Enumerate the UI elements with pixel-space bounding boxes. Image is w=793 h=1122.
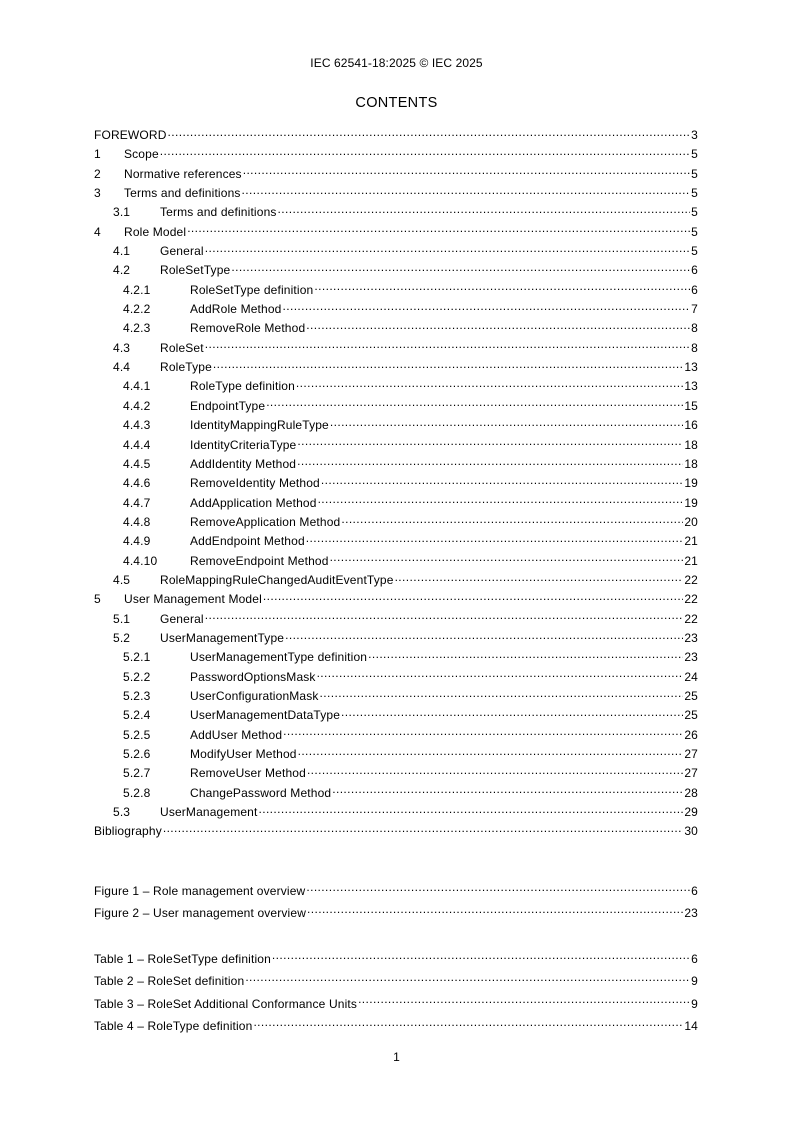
toc-entry-page: 5 xyxy=(691,224,698,239)
toc-entry-page: 5 xyxy=(691,166,698,181)
toc-entry-page: 21 xyxy=(684,534,698,549)
toc-entry[interactable] xyxy=(94,339,698,358)
running-header: IEC 62541-18:2025 © IEC 2025 xyxy=(310,56,483,70)
toc-entry-page: 27 xyxy=(684,766,698,781)
toc-entry[interactable] xyxy=(94,126,698,145)
toc-entry[interactable] xyxy=(94,745,698,764)
toc-entry-page: 24 xyxy=(684,669,698,684)
toc-entry-number: 3.1 xyxy=(113,205,131,220)
toc-entry-label: AddEndpoint Method xyxy=(190,534,305,549)
toc-entry-label: RemoveApplication Method xyxy=(190,514,341,529)
toc-entry-number: 4.4.3 xyxy=(123,418,151,433)
toc-entry-number: 4.4.8 xyxy=(123,514,151,529)
toc-entry[interactable] xyxy=(94,629,698,648)
toc-entry-label: Scope xyxy=(124,147,159,162)
toc-entry-page: 23 xyxy=(684,650,698,665)
toc-entry-label: RemoveIdentity Method xyxy=(190,476,320,491)
toc-entry[interactable] xyxy=(94,416,698,435)
toc-entry-number: 5.2.1 xyxy=(123,650,151,665)
toc-entry[interactable] xyxy=(94,300,698,319)
toc-entry-label: RoleMappingRuleChangedAuditEventType xyxy=(160,572,394,587)
toc-entry[interactable] xyxy=(94,436,698,455)
toc-entry[interactable] xyxy=(94,494,698,513)
toc-entry-page: 3 xyxy=(691,128,698,142)
toc-entry-page: 23 xyxy=(684,630,698,645)
toc-entry-page: 22 xyxy=(684,572,698,587)
list-of-tables xyxy=(94,948,698,1037)
toc-entry[interactable] xyxy=(94,223,698,242)
page-number: 1 xyxy=(393,1050,400,1064)
toc-entry-page: 26 xyxy=(684,727,698,742)
toc-entry[interactable] xyxy=(94,610,698,629)
toc-entry-page: 8 xyxy=(691,321,698,336)
toc-entry[interactable] xyxy=(94,513,698,532)
figure-entry-label: Figure 2 – User management overview xyxy=(94,906,307,921)
toc-entry-page: 13 xyxy=(684,360,698,375)
toc-entry-page: 16 xyxy=(684,418,698,433)
toc-entry-number: 4.4.5 xyxy=(123,456,151,471)
toc-entry-page: 5 xyxy=(691,186,698,201)
toc-entry-number: 4.2.3 xyxy=(123,321,151,336)
toc-entry[interactable] xyxy=(94,803,698,822)
toc-entry-number: 4.4.2 xyxy=(123,398,151,413)
toc-entry[interactable] xyxy=(94,203,698,222)
toc-entry-number: 4.4.9 xyxy=(123,534,151,549)
toc-entry-page: 19 xyxy=(684,495,698,510)
toc-entry-label: IdentityMappingRuleType xyxy=(190,418,329,433)
table-entry[interactable] xyxy=(94,1015,698,1037)
toc-entry[interactable] xyxy=(94,281,698,300)
toc-entry-number: 3 xyxy=(94,186,101,201)
toc-entry[interactable] xyxy=(94,145,698,164)
toc-entry-number: 4.4.4 xyxy=(123,437,151,452)
toc-entry-number: 4.4.6 xyxy=(123,476,151,491)
toc-entry-label: EndpointType xyxy=(190,398,266,413)
toc-entry-label: RemoveEndpoint Method xyxy=(190,553,329,568)
toc-entry-number: 5.2 xyxy=(113,630,131,645)
toc-entry[interactable] xyxy=(94,474,698,493)
toc-entry-page: 18 xyxy=(684,456,698,471)
toc-entry-number: 4.2 xyxy=(113,263,131,278)
toc-entry[interactable] xyxy=(94,552,698,571)
toc-entry-label: RoleType xyxy=(160,360,212,375)
toc-entry-label: IdentityCriteriaType xyxy=(190,437,297,452)
toc-entry-page: 25 xyxy=(684,688,698,703)
toc-entry-number: 4.1 xyxy=(113,244,131,259)
toc-entry-page: 6 xyxy=(691,282,698,297)
toc-entry-label: AddApplication Method xyxy=(190,495,317,510)
table-entry-label: Table 1 – RoleSetType definition xyxy=(94,952,271,966)
table-entry-page: 6 xyxy=(691,952,698,966)
table-entry[interactable] xyxy=(94,948,698,970)
toc-entry-page: 7 xyxy=(691,302,698,317)
toc-entry-number: 5.3 xyxy=(113,805,131,820)
toc-entry-label: UserConfigurationMask xyxy=(190,688,319,703)
toc-entry[interactable] xyxy=(94,571,698,590)
toc-entry-number: 1 xyxy=(94,147,101,162)
toc-entry-page: 30 xyxy=(684,824,698,839)
figure-entry-page: 6 xyxy=(691,884,698,898)
toc-entry-number: 4.2.1 xyxy=(123,282,151,297)
figure-entry[interactable] xyxy=(94,902,698,924)
toc-entry[interactable] xyxy=(94,319,698,338)
toc-entry-number: 5.2.6 xyxy=(123,747,151,761)
toc-entry-label: Normative references xyxy=(124,166,242,181)
toc-entry-label: General xyxy=(160,611,204,626)
toc-entry-label: AddRole Method xyxy=(190,302,282,317)
toc-entry-label: ChangePassword Method xyxy=(190,785,332,800)
table-entry-label: Table 3 – RoleSet Additional Conformance Units xyxy=(94,996,358,1011)
toc-entry-label: UserManagementType xyxy=(160,630,285,645)
toc-entry-label: Terms and definitions xyxy=(160,205,277,220)
toc-entry-page: 29 xyxy=(684,805,698,820)
toc-entry-label: UserManagementType definition xyxy=(190,650,368,665)
toc-entry-page: 25 xyxy=(684,708,698,723)
toc-entry[interactable] xyxy=(94,822,698,841)
toc-entry-number: 5.1 xyxy=(113,611,131,626)
toc-entry-number: 4.4.10 xyxy=(123,553,158,568)
toc-main-list xyxy=(94,126,698,842)
toc-entry-page: 28 xyxy=(684,785,698,800)
toc-entry-page: 22 xyxy=(684,592,698,607)
table-entry[interactable] xyxy=(94,993,698,1015)
toc-entry[interactable] xyxy=(94,261,698,280)
table-entry-page: 9 xyxy=(691,996,698,1011)
toc-entry-label: RemoveUser Method xyxy=(190,766,306,781)
toc-entry-number: 2 xyxy=(94,166,101,181)
toc-entry-number: 5.2.3 xyxy=(123,688,151,703)
toc-entry-label: PasswordOptionsMask xyxy=(190,669,316,684)
toc-entry-number: 4.3 xyxy=(113,340,131,355)
table-entry[interactable] xyxy=(94,970,698,992)
toc-entry-page: 20 xyxy=(684,514,698,529)
table-entry-label: Table 4 – RoleType definition xyxy=(94,1018,253,1033)
toc-entry[interactable] xyxy=(94,764,698,783)
toc-entry-label: UserManagementDataType xyxy=(190,708,341,723)
toc-entry-label: RoleSetType xyxy=(160,263,231,278)
toc-entry-label: AddUser Method xyxy=(190,727,283,742)
toc-entry[interactable] xyxy=(94,532,698,551)
toc-entry-label: User Management Model xyxy=(124,592,262,607)
toc-entry[interactable] xyxy=(94,706,698,725)
toc-entry-label: UserManagement xyxy=(160,805,258,820)
toc-entry-number: 5.2.4 xyxy=(123,708,151,723)
toc-entry-label: FOREWORD xyxy=(94,128,167,142)
toc-entry-label: ModifyUser Method xyxy=(190,747,297,761)
table-entry-label: Table 2 – RoleSet definition xyxy=(94,974,245,989)
toc-entry-label: AddIdentity Method xyxy=(190,456,297,471)
figure-entry[interactable] xyxy=(94,880,698,902)
toc-entry[interactable] xyxy=(94,377,698,396)
toc-entry-number: 5.2.5 xyxy=(123,727,151,742)
toc-entry-page: 6 xyxy=(691,263,698,278)
toc-entry[interactable] xyxy=(94,397,698,416)
toc-entry[interactable] xyxy=(94,358,698,377)
toc-entry-page: 27 xyxy=(684,747,698,761)
toc-entry-label: RemoveRole Method xyxy=(190,321,306,336)
toc-entry[interactable] xyxy=(94,687,698,706)
toc-entry[interactable] xyxy=(94,726,698,745)
toc-entry[interactable] xyxy=(94,184,698,203)
table-entry-page: 14 xyxy=(684,1018,698,1033)
toc-entry-page: 8 xyxy=(691,340,698,355)
toc-entry-page: 19 xyxy=(684,476,698,491)
toc-entry-label: General xyxy=(160,244,204,259)
toc-entry-label: RoleSetType definition xyxy=(190,282,314,297)
toc-entry-number: 5 xyxy=(94,592,101,607)
toc-entry[interactable] xyxy=(94,165,698,184)
toc-entry-page: 22 xyxy=(684,611,698,626)
toc-entry-page: 5 xyxy=(691,244,698,259)
toc-entry[interactable] xyxy=(94,242,698,261)
table-entry-page: 9 xyxy=(691,974,698,989)
toc-entry-number: 4.2.2 xyxy=(123,302,151,317)
toc-entry-page: 5 xyxy=(691,147,698,162)
toc-entry-number: 4.4 xyxy=(113,360,131,375)
toc-entry-label: RoleType definition xyxy=(190,379,295,394)
toc-entry-page: 18 xyxy=(684,437,698,452)
toc-entry-page: 13 xyxy=(684,379,698,394)
toc-entry-page: 21 xyxy=(684,553,698,568)
figure-entry-page: 23 xyxy=(684,906,698,921)
toc-entry-page: 5 xyxy=(691,205,698,220)
toc-entry[interactable] xyxy=(94,648,698,667)
toc-entry-number: 4.4.7 xyxy=(123,495,151,510)
toc-entry[interactable] xyxy=(94,668,698,687)
toc-entry-number: 4 xyxy=(94,224,101,239)
toc-entry-number: 5.2.7 xyxy=(123,766,151,781)
page-title: CONTENTS xyxy=(355,95,438,111)
toc-entry-page: 15 xyxy=(684,398,698,413)
toc-entry-label: Bibliography xyxy=(94,824,162,839)
toc-entry[interactable] xyxy=(94,455,698,474)
toc-entry-number: 4.5 xyxy=(113,572,131,587)
toc-entry-number: 5.2.2 xyxy=(123,669,151,684)
toc-entry[interactable] xyxy=(94,784,698,803)
list-of-figures xyxy=(94,880,698,925)
toc-entry-number: 5.2.8 xyxy=(123,785,151,800)
toc-entry-number: 4.4.1 xyxy=(123,379,151,394)
toc-entry-label: Terms and definitions xyxy=(124,186,241,201)
figure-entry-label: Figure 1 – Role management overview xyxy=(94,884,306,898)
toc-entry-label: Role Model xyxy=(124,224,187,239)
toc-entry-label: RoleSet xyxy=(160,340,204,355)
toc-entry[interactable] xyxy=(94,590,698,609)
